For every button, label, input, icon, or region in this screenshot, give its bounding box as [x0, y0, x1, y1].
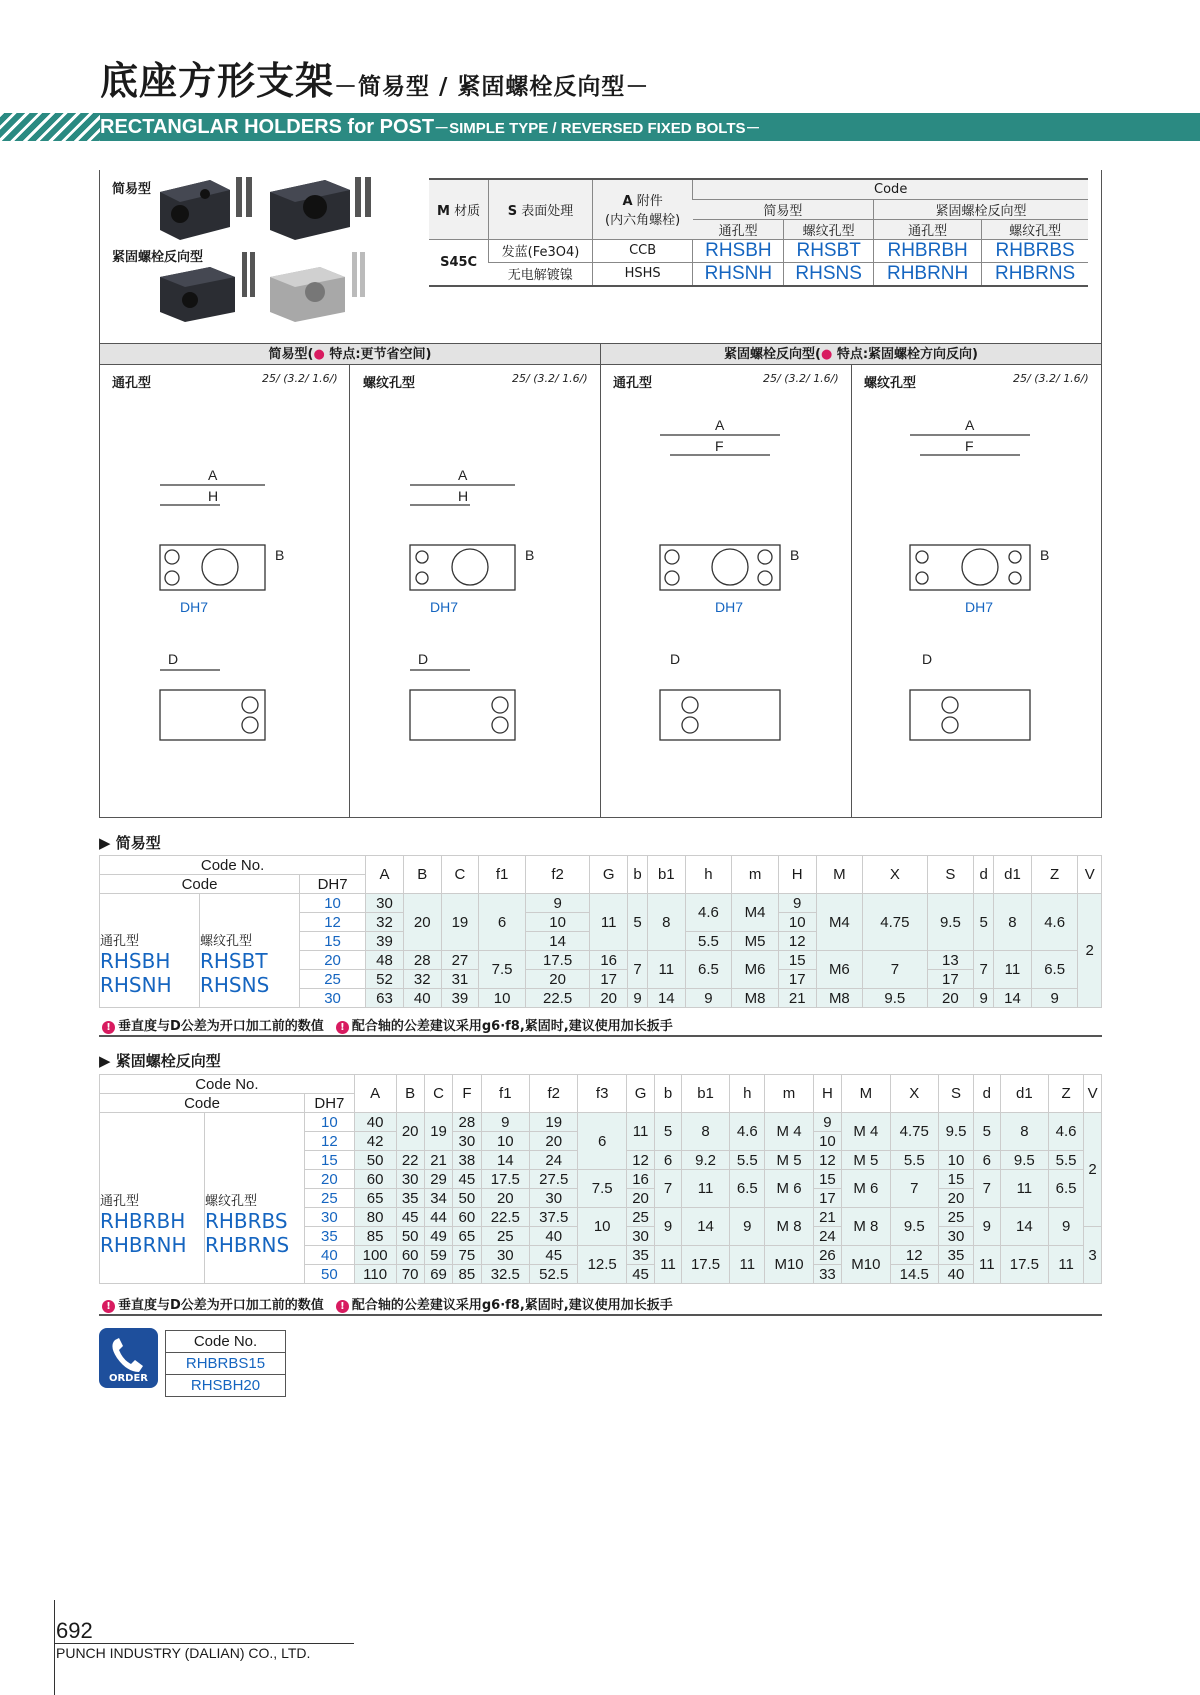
- reversed-drawing-header: 紧固螺栓反向型(● 特点:紧固螺栓方向反向): [600, 343, 1102, 365]
- svg-text:D: D: [922, 651, 933, 667]
- title-band: [0, 113, 1200, 141]
- svg-text:H: H: [458, 488, 469, 504]
- roughness-symbol: 25/ (3.2/ 1.6/): [512, 372, 588, 385]
- order-phone-icon: ORDER: [99, 1328, 158, 1388]
- company-name: PUNCH INDUSTRY (DALIAN) CO., LTD.: [56, 1645, 311, 1661]
- page-subtitle: －简易型 / 紧固螺栓反向型－: [334, 74, 650, 100]
- reversed-image-label: 紧固螺栓反向型: [112, 250, 204, 265]
- reversed-black-holder-photo: [160, 252, 255, 322]
- roughness-symbol: 25/ (3.2/ 1.6/): [1013, 372, 1089, 385]
- svg-text:DH7: DH7: [715, 599, 744, 615]
- svg-text:B: B: [275, 547, 285, 563]
- roughness-symbol: 25/ (3.2/ 1.6/): [763, 372, 839, 385]
- page-title: 底座方形支架－简易型 / 紧固螺栓反向型－: [100, 59, 650, 103]
- drawing-reversed-tapped: [910, 435, 1030, 740]
- svg-text:B: B: [790, 547, 800, 563]
- footer-line: [54, 1600, 55, 1695]
- stripe-decoration: [0, 113, 100, 141]
- order-example-table: Code No. RHBRBS15 RHSBH20: [165, 1330, 286, 1397]
- tapped-label: 螺纹孔型: [864, 376, 917, 391]
- svg-text:H: H: [208, 488, 219, 504]
- reversed-spec-table: Code No. A B C F f1 f2 f3 G b b1 h m H M X S d d1 Z V Code DH7 通孔型 RHBRBH RHBRNH 螺纹孔型 RHBRBS RHBRNS 10 40 20 19 28 9 19 6 11 5 8 4.6 M 4 9 M 4 4.75 9.5 5 8 4.6 2 12 42 30 10 20 10 15 50 22 21 38 14 24 12 6 9.2 5.5 M 5 12 M 5 5.5 10 6 9.5 5.5 20 60 30 29 45 17.5 27.5 7.5 16 7 11 6.5 M 6 15 M 6 7 15 7 11 6.5 25 65 35 34 50 20 30 20 17 20 30 80 45 44 60 22.5 37.5 10 25 9 14 9 M 8 21 M 8 9.5 25 9 14 9 35 85 50 49 65 25 40 30 24 30 3 40 100 60 59 75 30 45 12.5 35 11 17.5 11 M10 26 M10 12 35 11 17.5 11 50 110 70 69 85 32.5 52.5 45 33 14.5 40: [99, 1074, 1102, 1284]
- simple-spec-table: Code No. A B C f1 f2 G b b1 h m H M X S d d1 Z V Code DH7 通孔型 RHSBH RHSNH 螺纹孔型 RHSBT RHSNS 10 30 20 19 6 9 11 5 8 4.6 M4 9 M4 4.75 9.5 5 8 4.6 2 12 32 10 10 15 39 14 5.5 M5 12 20 48 28 27 7.5 17.5 16 7 11 6.5 M6 15 M6 7 13 7 11 6.5 25 52 32 31 20 17 17 17 30 63 40 39 10 22.5 20 9 14 9 M8 21 M8 9.5 20 9 14 9: [99, 855, 1102, 1008]
- through-label: 通孔型: [613, 376, 653, 391]
- roughness-symbol: 25/ (3.2/ 1.6/): [262, 372, 338, 385]
- svg-text:D: D: [670, 651, 681, 667]
- svg-text:D: D: [418, 651, 429, 667]
- drawing-simple-tapped: [410, 485, 515, 740]
- svg-text:B: B: [525, 547, 535, 563]
- simple-notes: ! 垂直度与D公差为开口加工前的数值 ! 配合轴的公差建议采用g6·f8,紧固时,建议使用加长扳手: [99, 1017, 1102, 1037]
- simple-section-title: ▶ 简易型: [99, 834, 161, 852]
- reversed-silver-holder-photo: [270, 252, 365, 322]
- svg-text:F: F: [965, 438, 974, 454]
- svg-text:A: A: [208, 467, 218, 483]
- svg-text:A: A: [965, 420, 975, 433]
- english-title: RECTANGLAR HOLDERS for POST－SIMPLE TYPE / REVERSED FIXED BOLTS－: [100, 116, 761, 138]
- svg-text:F: F: [715, 438, 724, 454]
- svg-text:D: D: [168, 651, 179, 667]
- svg-text:DH7: DH7: [965, 599, 994, 615]
- svg-text:DH7: DH7: [180, 599, 209, 615]
- through-label: 通孔型: [112, 376, 152, 391]
- footer-rule: [54, 1643, 354, 1644]
- svg-text:A: A: [715, 420, 725, 433]
- product-photos: [150, 172, 390, 322]
- page-number: 692: [56, 1618, 93, 1643]
- technical-drawings: [100, 420, 1100, 800]
- drawing-reversed-through: [660, 435, 780, 740]
- simple-black-holder-photo: [160, 177, 252, 240]
- reversed-section-title: ▶ 紧固螺栓反向型: [99, 1052, 221, 1070]
- simple-image-label: 简易型: [112, 182, 152, 197]
- simple-black-holder-photo-2: [270, 177, 371, 240]
- svg-text:A: A: [458, 467, 468, 483]
- tapped-label: 螺纹孔型: [363, 376, 416, 391]
- svg-text:DH7: DH7: [430, 599, 459, 615]
- drawing-simple-through: [160, 485, 265, 740]
- svg-text:B: B: [1040, 547, 1050, 563]
- reversed-notes: ! 垂直度与D公差为开口加工前的数值 ! 配合轴的公差建议采用g6·f8,紧固时,建议使用加长扳手: [99, 1296, 1102, 1316]
- material-table: M 材质 S 表面处理 A 附件 (内六角螺栓) Code 简易型 紧固螺栓反向型 通孔型 螺纹孔型 通孔型 螺纹孔型 S45C 发蓝(Fe3O4) CCB RHSBH RHSBT RHBRBH RHBRBS 无电解镀镍 HSHS RHSNH RHSNS RHBRNH RHBRNS: [429, 178, 1088, 287]
- simple-drawing-header: 简易型(● 特点:更节省空间): [99, 343, 600, 365]
